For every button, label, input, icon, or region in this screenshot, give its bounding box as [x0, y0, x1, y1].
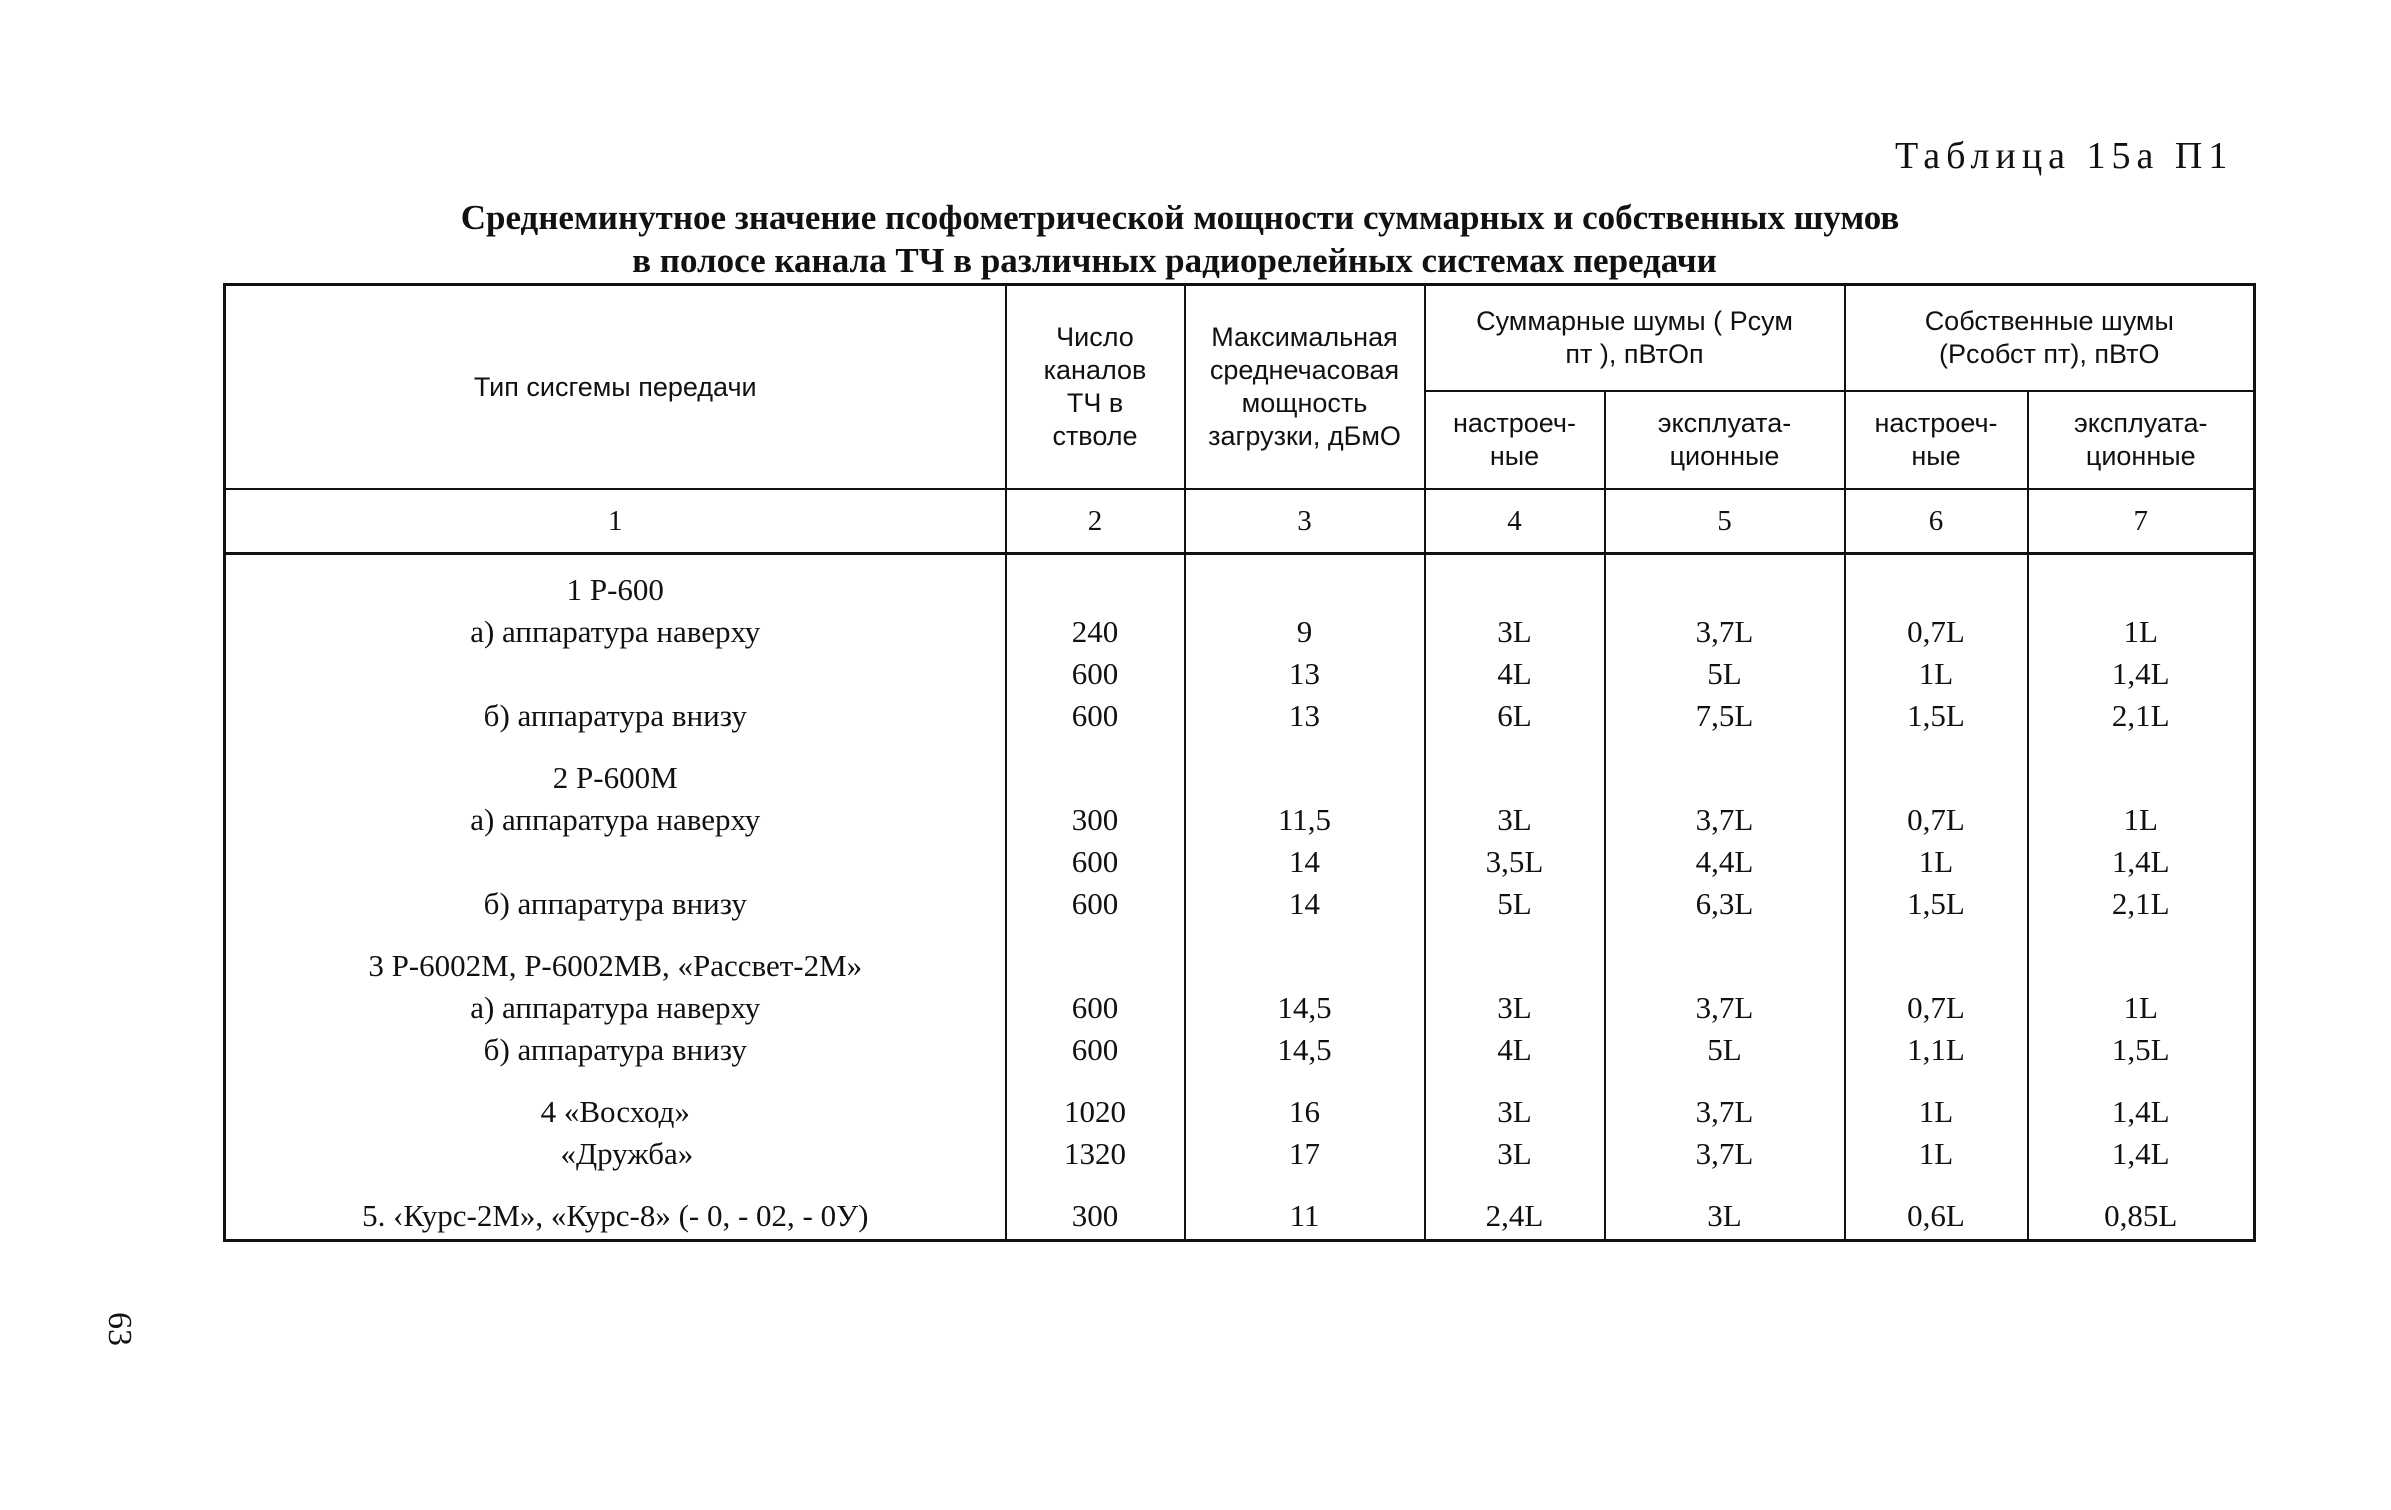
- total-operational-value: 5L: [1707, 656, 1742, 691]
- channels-value: 600: [1071, 844, 1119, 879]
- total-operational-value: [1606, 945, 1844, 987]
- own-operational-value: 1L: [2123, 802, 2158, 837]
- total-tuning-cell: [1425, 1077, 1605, 1181]
- header-operational-own: эксплуата-ционные: [2028, 391, 2255, 489]
- own-operational-value: 1,4L: [2111, 844, 2170, 879]
- header-max-power: Максимальная среднечасовая мощность загрузки, дБмО: [1185, 285, 1425, 490]
- max-power-value: 11: [1289, 1198, 1320, 1233]
- channels-value: [1007, 945, 1184, 987]
- max-power-value: [1186, 569, 1424, 611]
- max-power-cell: [1185, 554, 1425, 744]
- own-tuning-value: 0,7L: [1907, 614, 1965, 649]
- total-operational-value: 6,3L: [1695, 886, 1754, 921]
- column-number: 6: [1845, 489, 2028, 554]
- system-name-value: а) аппаратура наверху: [470, 990, 761, 1025]
- system-name-value: 2 Р-600М: [552, 760, 678, 795]
- total-operational-value: 7,5L: [1695, 698, 1754, 733]
- total-operational-cell: [1605, 1181, 1845, 1241]
- channels-value: 600: [1071, 698, 1119, 733]
- table-subtitle: в полосе канала ТЧ в различных радиорелейных системах передачи: [632, 241, 1717, 280]
- total-operational-value: 3,7L: [1695, 990, 1754, 1025]
- total-tuning-value: 3L: [1497, 1136, 1532, 1171]
- own-tuning-cell: [1845, 554, 2028, 744]
- own-operational-value: 2,1L: [2111, 886, 2170, 921]
- column-number: 5: [1605, 489, 1845, 554]
- own-operational-cell: [2028, 931, 2255, 1077]
- own-operational-value: 1,4L: [2111, 1094, 2170, 1129]
- total-tuning-value: [1426, 757, 1604, 799]
- own-tuning-value: [1846, 569, 2027, 611]
- total-tuning-value: 5L: [1497, 886, 1532, 921]
- own-tuning-value: 0,6L: [1907, 1198, 1965, 1233]
- channels-cell: [1006, 554, 1185, 744]
- total-tuning-value: 2,4L: [1485, 1198, 1544, 1233]
- max-power-value: 14,5: [1277, 1032, 1332, 1067]
- max-power-value: 9: [1296, 614, 1313, 649]
- own-tuning-value: 1L: [1918, 844, 1954, 879]
- own-operational-value: 1,4L: [2111, 1136, 2170, 1171]
- channels-value: 600: [1071, 1032, 1119, 1067]
- own-tuning-cell: [1845, 743, 2028, 931]
- table-row: [225, 743, 2255, 931]
- channels-cell: [1006, 743, 1185, 931]
- max-power-value: 11,5: [1277, 802, 1332, 837]
- table-row: [225, 1181, 2255, 1241]
- system-name-cell: [225, 931, 1006, 1077]
- column-number: 7: [2028, 489, 2255, 554]
- own-operational-value: 1,5L: [2111, 1032, 2170, 1067]
- own-tuning-cell: [1845, 1077, 2028, 1181]
- max-power-value: 14: [1289, 886, 1320, 921]
- own-tuning-cell: [1845, 1181, 2028, 1241]
- header-tuning: настроеч-ные: [1425, 391, 1605, 489]
- column-number: 1: [225, 489, 1006, 554]
- channels-value: 1020: [1064, 1094, 1126, 1129]
- total-operational-cell: [1605, 1077, 1845, 1181]
- system-name-cell: [225, 1077, 1006, 1181]
- noise-table: [223, 283, 2256, 1242]
- own-operational-cell: [2028, 554, 2255, 744]
- total-operational-cell: [1605, 743, 1845, 931]
- column-numbers-row: [225, 489, 2255, 554]
- column-number: 4: [1425, 489, 1605, 554]
- system-name-value: 5. ‹Курс-2М», «Курс-8» (- 0, - 02, - 0У): [362, 1198, 869, 1233]
- own-operational-value: [2029, 757, 2254, 799]
- channels-value: 300: [1071, 1198, 1119, 1233]
- total-tuning-value: 3L: [1497, 1094, 1532, 1129]
- max-power-value: 13: [1289, 698, 1320, 733]
- own-tuning-value: 1L: [1918, 656, 1954, 691]
- max-power-value: 16: [1289, 1094, 1320, 1129]
- own-tuning-value: 0,7L: [1907, 802, 1965, 837]
- total-tuning-value: 3L: [1497, 802, 1532, 837]
- total-tuning-value: [1426, 945, 1604, 987]
- total-tuning-value: 4L: [1497, 656, 1532, 691]
- channels-value: 600: [1071, 990, 1119, 1025]
- table-row: [225, 554, 2255, 744]
- total-operational-value: 5L: [1707, 1032, 1742, 1067]
- total-tuning-cell: [1425, 1181, 1605, 1241]
- system-name-cell: [225, 554, 1006, 744]
- max-power-value: 14: [1289, 844, 1320, 879]
- channels-cell: [1006, 1181, 1185, 1241]
- channels-value: 600: [1071, 656, 1119, 691]
- system-name-value: 1 Р-600: [566, 572, 664, 607]
- own-tuning-cell: [1845, 931, 2028, 1077]
- max-power-value: 17: [1289, 1136, 1320, 1171]
- total-tuning-value: 3L: [1497, 614, 1532, 649]
- total-tuning-value: 3,5L: [1485, 844, 1544, 879]
- total-operational-value: 3,7L: [1695, 1094, 1754, 1129]
- system-name-value: [226, 841, 1005, 883]
- header-channels: Число каналов ТЧ в стволе: [1006, 285, 1185, 490]
- total-operational-value: 3,7L: [1695, 614, 1754, 649]
- own-tuning-value: 1L: [1918, 1136, 1954, 1171]
- system-name-value: а) аппаратура наверху: [470, 802, 761, 837]
- total-tuning-value: 4L: [1497, 1032, 1532, 1067]
- table-row: [225, 931, 2255, 1077]
- own-operational-value: 2,1L: [2111, 698, 2170, 733]
- system-name-value: 3 Р-6002М, Р-6002МВ, «Рассвет-2М»: [368, 948, 863, 983]
- max-power-value: 14,5: [1277, 990, 1332, 1025]
- total-operational-value: 3,7L: [1695, 802, 1754, 837]
- channels-value: 240: [1071, 614, 1119, 649]
- own-operational-value: [2029, 569, 2254, 611]
- system-name-value: [226, 653, 1005, 695]
- channels-value: 1320: [1064, 1136, 1126, 1171]
- system-name-value: б) аппаратура внизу: [483, 698, 747, 733]
- own-tuning-value: 0,7L: [1907, 990, 1965, 1025]
- own-operational-value: 1,4L: [2111, 656, 2170, 691]
- own-operational-cell: [2028, 743, 2255, 931]
- system-name-cell: [225, 743, 1006, 931]
- max-power-value: 13: [1289, 656, 1320, 691]
- channels-value: 600: [1071, 886, 1119, 921]
- own-operational-value: 1L: [2123, 614, 2158, 649]
- total-tuning-cell: [1425, 743, 1605, 931]
- max-power-cell: [1185, 931, 1425, 1077]
- own-tuning-value: 1,5L: [1907, 886, 1965, 921]
- total-tuning-cell: [1425, 554, 1605, 744]
- column-number: 2: [1006, 489, 1185, 554]
- total-operational-value: [1606, 757, 1844, 799]
- system-name-value: б) аппаратура внизу: [483, 886, 747, 921]
- table-row: [225, 1077, 2255, 1181]
- own-operational-value: 0,85L: [2104, 1198, 2178, 1233]
- header-total-noise: Суммарные шумы ( Pсум пт ), пВтОп: [1425, 285, 1845, 392]
- own-operational-cell: [2028, 1077, 2255, 1181]
- max-power-value: [1186, 757, 1424, 799]
- total-operational-value: [1606, 569, 1844, 611]
- header-tuning-own: настроеч-ные: [1845, 391, 2028, 489]
- max-power-cell: [1185, 1077, 1425, 1181]
- table-label: Таблица 15а П1: [1895, 135, 2234, 177]
- system-name-cell: [225, 1181, 1006, 1241]
- own-operational-value: [2029, 945, 2254, 987]
- own-tuning-value: 1L: [1918, 1094, 1954, 1129]
- system-name-value: б) аппаратура внизу: [483, 1032, 747, 1067]
- table-title: Среднеминутное значение псофометрической мощности суммарных и собственных шумов: [460, 198, 1900, 237]
- max-power-cell: [1185, 1181, 1425, 1241]
- total-tuning-value: 3L: [1497, 990, 1532, 1025]
- total-operational-value: 4,4L: [1695, 844, 1754, 879]
- system-name-value: 4 «Восход»: [540, 1094, 690, 1129]
- channels-cell: [1006, 931, 1185, 1077]
- header-type: Тип сисгемы передачи: [225, 285, 1006, 490]
- total-operational-cell: [1605, 931, 1845, 1077]
- channels-value: [1007, 757, 1184, 799]
- total-operational-value: 3,7L: [1695, 1136, 1754, 1171]
- page-number: 63: [101, 1312, 138, 1346]
- total-operational-value: 3L: [1707, 1198, 1742, 1233]
- own-operational-cell: [2028, 1181, 2255, 1241]
- header-operational: эксплуата-ционные: [1605, 391, 1845, 489]
- header-own-noise: Собственные шумы (Pсобст пт), пВтО: [1845, 285, 2255, 392]
- own-operational-value: 1L: [2123, 990, 2158, 1025]
- total-tuning-cell: [1425, 931, 1605, 1077]
- channels-value: 300: [1071, 802, 1119, 837]
- own-tuning-value: [1846, 757, 2027, 799]
- total-tuning-value: 6L: [1497, 698, 1532, 733]
- channels-cell: [1006, 1077, 1185, 1181]
- max-power-value: [1186, 945, 1424, 987]
- total-operational-cell: [1605, 554, 1845, 744]
- own-tuning-value: 1,1L: [1907, 1032, 1965, 1067]
- own-tuning-value: 1,5L: [1907, 698, 1965, 733]
- total-tuning-value: [1426, 569, 1604, 611]
- channels-value: [1007, 569, 1184, 611]
- system-name-value: «Дружба»: [537, 1136, 694, 1171]
- own-tuning-value: [1846, 945, 2027, 987]
- max-power-cell: [1185, 743, 1425, 931]
- column-number: 3: [1185, 489, 1425, 554]
- system-name-value: а) аппаратура наверху: [470, 614, 761, 649]
